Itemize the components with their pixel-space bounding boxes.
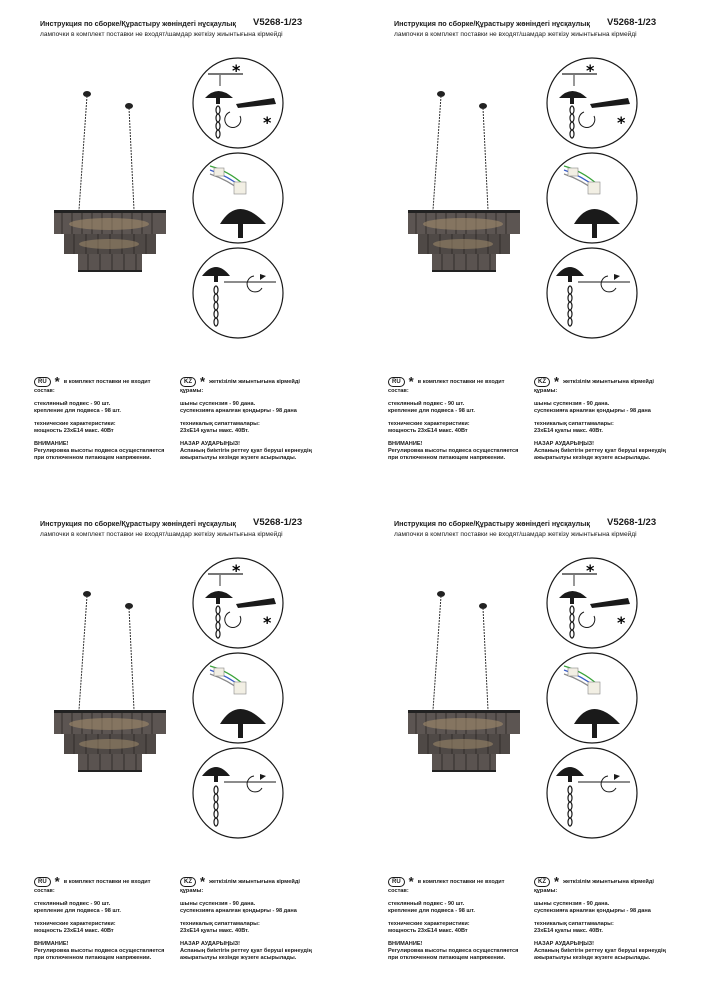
kz-lines — [180, 888, 340, 962]
kz-info-block — [534, 876, 694, 962]
info-line: Регулировка высоты подвеса осуществляется — [34, 448, 165, 454]
sheet-title: Инструкция по сборке/Құрастыру жөніндегі нұсқаулық — [394, 19, 590, 28]
ru-info-block — [34, 876, 184, 962]
kz-lines — [534, 388, 694, 462]
info-line: шыны суспензия - 90 дана. — [180, 401, 256, 407]
kz-asterisk-note: жеткізілім жиынтығына кірмейді — [563, 378, 654, 385]
svg-text:*: * — [232, 561, 241, 580]
info-line: мощность 23хЕ14 макс. 40Вт — [34, 928, 114, 934]
kz-info-block — [534, 376, 694, 462]
info-line: стеклянный подвес - 90 шт. — [34, 901, 111, 907]
ru-language-badge: RU — [34, 377, 51, 387]
info-line: состав: — [34, 388, 55, 394]
svg-text:*: * — [617, 613, 626, 632]
chandelier-illustration — [408, 86, 524, 286]
info-line: құрамы: — [534, 888, 558, 894]
info-line: шыны суспензия - 90 дана. — [534, 401, 610, 407]
ru-asterisk-note: в комплект поставки не входит — [417, 878, 505, 885]
svg-text:*: * — [586, 561, 595, 580]
sheet-title: Инструкция по сборке/Құрастыру жөніндегі нұсқаулық — [40, 519, 236, 528]
info-line: мощность 23хЕ14 макс. 40Вт — [388, 428, 468, 434]
instruction-sheet — [0, 500, 353, 1000]
sheet-subtitle: лампочки в комплект поставки не входят/шамдар жеткізу жиынтығына кірмейді — [394, 531, 637, 538]
ru-language-badge: RU — [388, 377, 405, 387]
ru-info-block — [388, 876, 538, 962]
info-line: ВНИМАНИЕ! — [388, 941, 423, 947]
info-line: құрамы: — [534, 388, 558, 394]
sheet-subtitle: лампочки в комплект поставки не входят/шамдар жеткізу жиынтығына кірмейді — [394, 31, 637, 38]
kz-language-badge: KZ — [180, 377, 196, 387]
info-line: Аспаның биіктігін реттеу қуат беруші кернеудің — [534, 948, 666, 954]
sheet-subtitle: лампочки в комплект поставки не входят/шамдар жеткізу жиынтығына кірмейді — [40, 31, 283, 38]
info-line: ВНИМАНИЕ! — [388, 441, 423, 447]
info-line: Аспаның биіктігін реттеу қуат беруші кернеудің — [534, 448, 666, 454]
kz-lines — [180, 388, 340, 462]
chandelier-illustration — [408, 586, 524, 786]
step-hang-ceiling-mount — [547, 58, 637, 148]
ru-asterisk-note: в комплект поставки не входит — [417, 378, 505, 385]
info-line: шыны суспензия - 90 дана. — [534, 901, 610, 907]
info-line: технические характеристики: — [388, 421, 470, 427]
ru-asterisk-note: в комплект поставки не входит — [63, 378, 151, 385]
ru-lines — [34, 888, 184, 962]
asterisk-icon: * — [408, 374, 414, 389]
assembly-steps-illustration — [542, 56, 642, 346]
model-number: V5268-1/23 — [253, 17, 303, 28]
ru-language-badge: RU — [388, 877, 405, 887]
info-line: крепление для подвеса - 98 шт. — [34, 908, 121, 914]
info-line: крепление для подвеса - 98 шт. — [388, 908, 475, 914]
instruction-sheet — [0, 0, 353, 500]
info-line: суспензияға арналған қондырғы - 98 дана — [534, 908, 651, 914]
info-line: стеклянный подвес - 90 шт. — [34, 401, 111, 407]
info-line: ажыратылуы кезінде жүзеге асырылады. — [180, 455, 297, 461]
info-line: шыны суспензия - 90 дана. — [180, 901, 256, 907]
step-adjust-chain — [193, 248, 283, 338]
instruction-sheet — [354, 0, 707, 500]
asterisk-icon: * — [54, 374, 60, 389]
info-line: стеклянный подвес - 90 шт. — [388, 401, 465, 407]
step-connect-wires — [547, 153, 637, 243]
kz-language-badge: KZ — [180, 877, 196, 887]
ru-lines — [388, 888, 538, 962]
info-line: крепление для подвеса - 98 шт. — [34, 408, 121, 414]
ru-info-block — [34, 376, 184, 462]
ru-asterisk-note: в комплект поставки не входит — [63, 878, 151, 885]
info-line: при отключенном питающем напряжении. — [388, 455, 506, 461]
info-line: суспензияға арналған қондырғы - 98 дана — [534, 408, 651, 414]
info-line: ВНИМАНИЕ! — [34, 941, 69, 947]
info-line: Регулировка высоты подвеса осуществляется — [34, 948, 165, 954]
info-line: состав: — [388, 388, 409, 394]
asterisk-icon: * — [200, 374, 206, 389]
sheet-title: Инструкция по сборке/Құрастыру жөніндегі нұсқаулық — [40, 19, 236, 28]
info-line: суспензияға арналған қондырғы - 98 дана — [180, 408, 297, 414]
info-line: Регулировка высоты подвеса осуществляется — [388, 448, 519, 454]
info-line: крепление для подвеса - 98 шт. — [388, 408, 475, 414]
info-line: ажыратылуы кезінде жүзеге асырылады. — [180, 955, 297, 961]
kz-lines — [534, 888, 694, 962]
info-line: құрамы: — [180, 888, 204, 894]
step-hang-ceiling-mount — [193, 558, 283, 648]
info-line: Регулировка высоты подвеса осуществляется — [388, 948, 519, 954]
step-hang-ceiling-mount — [193, 58, 283, 148]
info-line: құрамы: — [180, 388, 204, 394]
info-line: стеклянный подвес - 90 шт. — [388, 901, 465, 907]
info-line: 23хЕ14 қуаты макс. 40Вт. — [180, 928, 249, 934]
asterisk-icon: * — [54, 874, 60, 889]
info-line: Аспаның биіктігін реттеу қуат беруші кернеудің — [180, 948, 312, 954]
info-line: ВНИМАНИЕ! — [34, 441, 69, 447]
step-connect-wires — [547, 653, 637, 743]
ru-language-badge: RU — [34, 877, 51, 887]
step-connect-wires — [193, 653, 283, 743]
assembly-steps-illustration — [542, 556, 642, 846]
step-adjust-chain — [193, 748, 283, 838]
chandelier-illustration — [54, 86, 170, 286]
info-line: 23хЕ14 қуаты макс. 40Вт. — [534, 428, 603, 434]
kz-asterisk-note: жеткізілім жиынтығына кірмейді — [209, 878, 300, 885]
step-hang-ceiling-mount — [547, 558, 637, 648]
info-line: 23хЕ14 қуаты макс. 40Вт. — [180, 428, 249, 434]
kz-info-block — [180, 876, 340, 962]
kz-info-block — [180, 376, 340, 462]
svg-text:*: * — [263, 613, 272, 632]
info-line: технические характеристики: — [34, 421, 116, 427]
info-line: техникалық сипаттамалары: — [180, 921, 260, 927]
step-connect-wires — [193, 153, 283, 243]
info-line: суспензияға арналған қондырғы - 98 дана — [180, 908, 297, 914]
info-line: НАЗАР АУДАРЫҢЫЗ! — [180, 441, 241, 447]
info-line: Аспаның биіктігін реттеу қуат беруші кернеудің — [180, 448, 312, 454]
info-line: 23хЕ14 қуаты макс. 40Вт. — [534, 928, 603, 934]
info-line: НАЗАР АУДАРЫҢЫЗ! — [534, 941, 595, 947]
info-line: технические характеристики: — [34, 921, 116, 927]
svg-text:*: * — [617, 113, 626, 132]
info-line: при отключенном питающем напряжении. — [34, 455, 152, 461]
info-line: НАЗАР АУДАРЫҢЫЗ! — [534, 441, 595, 447]
info-line: при отключенном питающем напряжении. — [388, 955, 506, 961]
kz-asterisk-note: жеткізілім жиынтығына кірмейді — [563, 878, 654, 885]
ru-info-block — [388, 376, 538, 462]
info-line: состав: — [34, 888, 55, 894]
info-line: ажыратылуы кезінде жүзеге асырылады. — [534, 455, 651, 461]
info-line: техникалық сипаттамалары: — [534, 421, 614, 427]
svg-text:*: * — [232, 61, 241, 80]
info-line: технические характеристики: — [388, 921, 470, 927]
asterisk-icon: * — [200, 874, 206, 889]
assembly-steps-illustration — [188, 56, 288, 346]
model-number: V5268-1/23 — [607, 17, 657, 28]
kz-asterisk-note: жеткізілім жиынтығына кірмейді — [209, 378, 300, 385]
info-line: ажыратылуы кезінде жүзеге асырылады. — [534, 955, 651, 961]
asterisk-icon: * — [554, 874, 560, 889]
svg-text:*: * — [586, 61, 595, 80]
svg-text:*: * — [263, 113, 272, 132]
model-number: V5268-1/23 — [253, 517, 303, 528]
assembly-steps-illustration — [188, 556, 288, 846]
info-line: при отключенном питающем напряжении. — [34, 955, 152, 961]
asterisk-icon: * — [554, 374, 560, 389]
info-line: НАЗАР АУДАРЫҢЫЗ! — [180, 941, 241, 947]
instruction-sheet — [354, 500, 707, 1000]
sheet-subtitle: лампочки в комплект поставки не входят/шамдар жеткізу жиынтығына кірмейді — [40, 531, 283, 538]
ru-lines — [388, 388, 538, 462]
step-adjust-chain — [547, 748, 637, 838]
info-line: техникалық сипаттамалары: — [180, 421, 260, 427]
kz-language-badge: KZ — [534, 877, 550, 887]
info-line: состав: — [388, 888, 409, 894]
step-adjust-chain — [547, 248, 637, 338]
info-line: мощность 23хЕ14 макс. 40Вт — [388, 928, 468, 934]
model-number: V5268-1/23 — [607, 517, 657, 528]
chandelier-illustration — [54, 586, 170, 786]
ru-lines — [34, 388, 184, 462]
sheet-title: Инструкция по сборке/Құрастыру жөніндегі нұсқаулық — [394, 519, 590, 528]
kz-language-badge: KZ — [534, 377, 550, 387]
asterisk-icon: * — [408, 874, 414, 889]
info-line: мощность 23хЕ14 макс. 40Вт — [34, 428, 114, 434]
info-line: техникалық сипаттамалары: — [534, 921, 614, 927]
